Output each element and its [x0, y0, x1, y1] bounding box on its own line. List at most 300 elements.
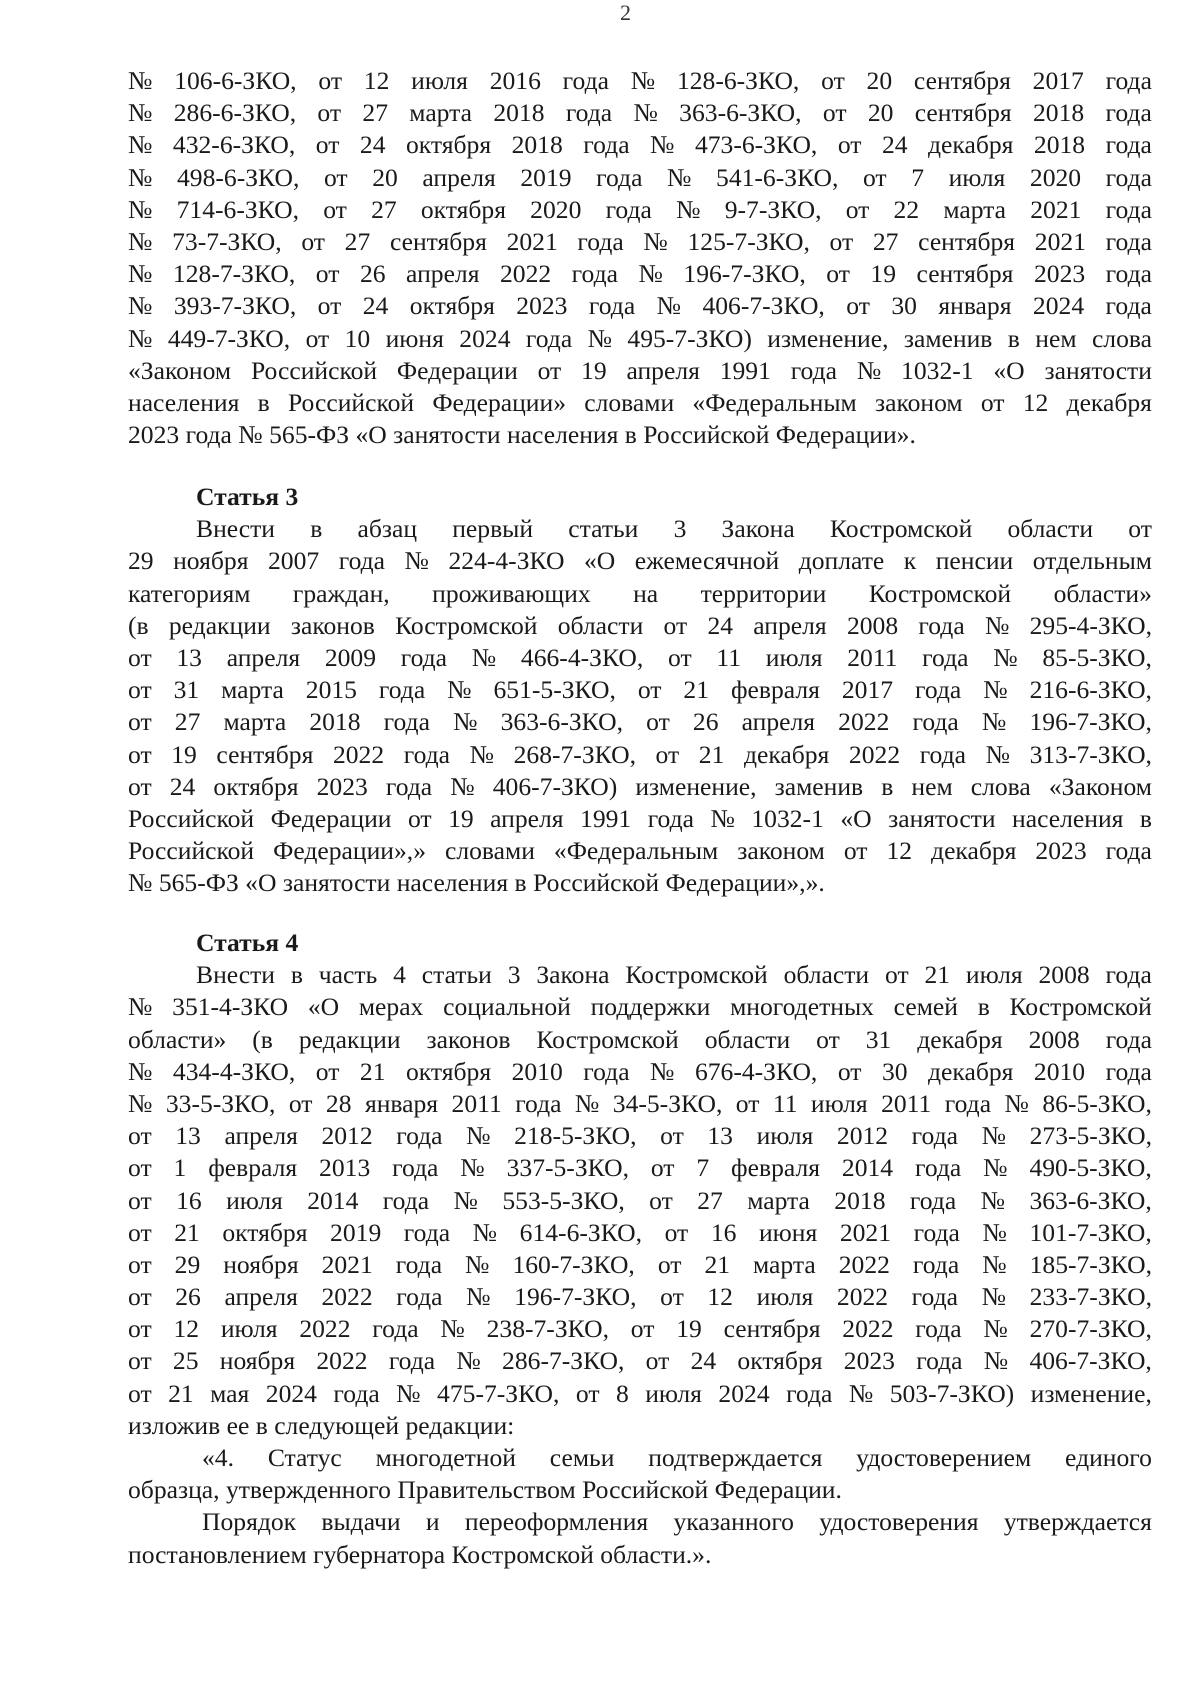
- word: Костромской: [536, 1024, 679, 1054]
- word: изменение,: [767, 323, 889, 353]
- word: 2010: [511, 1056, 563, 1086]
- word: законом: [737, 836, 825, 866]
- word: года: [1105, 226, 1152, 256]
- word: 160-7-ЗКО,: [512, 1249, 635, 1279]
- word: 466-4-ЗКО,: [520, 642, 644, 672]
- word: 2022: [842, 1314, 894, 1344]
- word: июля: [645, 1378, 702, 1408]
- word: №: [128, 162, 153, 192]
- word: октября: [222, 1217, 308, 1247]
- word: апреля: [406, 259, 480, 289]
- word: года: [400, 642, 448, 672]
- word: от: [646, 707, 670, 737]
- article-3: [128, 481, 1152, 899]
- word: от: [816, 1024, 840, 1054]
- word: Федерации»,»: [273, 836, 426, 866]
- word: октября: [213, 771, 299, 801]
- word: Закона: [536, 960, 610, 990]
- word: 295-4-ЗКО,: [1029, 610, 1152, 640]
- word: поддержки: [590, 992, 711, 1022]
- word: удостоверения: [819, 1507, 979, 1537]
- word: №: [984, 610, 1010, 640]
- word: Российской: [128, 803, 255, 833]
- word: 7: [696, 1153, 710, 1183]
- word: семей: [893, 992, 958, 1022]
- word: года: [913, 1217, 960, 1247]
- word: №: [983, 1153, 1008, 1183]
- text-line: [128, 610, 1152, 642]
- word: №: [128, 992, 153, 1022]
- word: сентября: [916, 259, 1014, 289]
- word: 30: [881, 1056, 908, 1086]
- article-4-para2-first-line: [128, 1506, 1152, 1538]
- word: ежемесячной: [634, 546, 780, 576]
- word: сентября: [216, 739, 314, 769]
- word: нем: [911, 771, 953, 801]
- word: апреля: [422, 162, 496, 192]
- word: от: [128, 739, 152, 769]
- text-line: [128, 771, 1152, 803]
- word: 2022: [838, 1249, 890, 1279]
- word: декабря: [928, 1056, 1014, 1086]
- word: 27: [344, 226, 371, 256]
- word: от: [315, 1056, 340, 1086]
- word: октября: [409, 291, 495, 321]
- text-line: [128, 1345, 1152, 1377]
- word: №: [128, 66, 153, 95]
- word: от: [128, 1217, 152, 1247]
- word: 24: [690, 1346, 717, 1376]
- word: года: [912, 707, 959, 737]
- word: переоформления: [464, 1507, 649, 1537]
- word: населения: [1012, 803, 1124, 833]
- word: декабря: [743, 739, 830, 769]
- word: года: [388, 1346, 436, 1376]
- word: 21: [698, 739, 725, 769]
- word: 393-7-ЗКО,: [173, 291, 297, 321]
- word: 2018: [834, 1185, 886, 1215]
- article-4-para2-last-line: постановлением губернатора Костромской области.».: [128, 1539, 712, 1569]
- word: Внести: [196, 960, 276, 990]
- word: от: [407, 803, 432, 833]
- word: области: [1007, 514, 1094, 544]
- word: многодетных: [730, 992, 874, 1022]
- word: 125-7-ЗКО,: [687, 226, 810, 256]
- word: 34-5-ЗКО,: [612, 1088, 723, 1118]
- word: 3: [673, 514, 687, 544]
- word: от: [660, 1121, 684, 1151]
- word: №: [466, 1121, 491, 1151]
- word: 2018: [493, 98, 545, 128]
- word: 363-6-ЗКО,: [500, 707, 623, 737]
- article-3-last-line: № 565-ФЗ «О занятости населения в Российской Федерации»,».: [128, 868, 825, 898]
- word: проживающих: [432, 578, 591, 608]
- word: года: [1105, 162, 1152, 192]
- word: года: [1105, 836, 1152, 866]
- word: №: [128, 226, 153, 256]
- word: года: [916, 1346, 963, 1376]
- word: от: [845, 194, 870, 224]
- word: абзац: [357, 514, 418, 544]
- article-4-quote-second-line: образца, утвержденного Правительством Российской Федерации.: [128, 1475, 842, 1505]
- word: единого: [1065, 1443, 1152, 1472]
- word: территории: [700, 578, 827, 608]
- word: года: [911, 1121, 958, 1151]
- word: статьи: [568, 514, 639, 544]
- word: №: [638, 259, 663, 289]
- word: 2019: [330, 1217, 382, 1247]
- text-line: [128, 835, 1152, 867]
- word: от: [829, 226, 854, 256]
- text-line: [128, 1056, 1152, 1088]
- word: 26: [359, 259, 386, 289]
- word: от: [663, 610, 688, 640]
- word: 196-7-ЗКО,: [683, 259, 806, 289]
- word: от: [837, 1056, 862, 1086]
- word: №: [453, 707, 478, 737]
- word: области: [704, 1024, 791, 1054]
- word: 406-7-ЗКО,: [702, 291, 825, 321]
- word: июля: [756, 1121, 814, 1151]
- word: 363-6-ЗКО,: [679, 98, 802, 128]
- word: (в: [252, 1024, 273, 1054]
- word: №: [710, 803, 735, 833]
- word: 2017: [841, 675, 894, 705]
- word: 490-5-ЗКО,: [1029, 1153, 1152, 1183]
- word: №: [465, 1249, 490, 1279]
- word: 26: [175, 1282, 201, 1312]
- word: часть: [318, 960, 378, 990]
- word: Костромской: [395, 610, 538, 640]
- text-line: [128, 1378, 1152, 1410]
- word: 2017: [1032, 66, 1084, 95]
- word: 2008: [1038, 960, 1090, 990]
- word: 2024: [459, 323, 511, 353]
- word: декабря: [931, 836, 1017, 866]
- word: №: [983, 675, 1008, 705]
- word: указанного: [673, 1507, 794, 1537]
- word: №: [980, 1185, 1006, 1215]
- word: от: [637, 675, 662, 705]
- word: 12: [1022, 387, 1049, 417]
- word: 2018: [1033, 130, 1086, 160]
- word: от: [537, 355, 562, 385]
- word: №: [983, 1314, 1008, 1344]
- word: марта: [223, 707, 287, 737]
- word: слова: [970, 771, 1031, 801]
- word: №: [466, 1282, 491, 1312]
- word: №: [650, 1056, 675, 1086]
- word: февраля: [731, 1153, 821, 1183]
- word: 11: [772, 1088, 798, 1118]
- text-line: [128, 97, 1152, 129]
- word: года: [403, 1217, 451, 1247]
- word: от: [575, 1378, 600, 1408]
- word: 7: [911, 162, 924, 192]
- word: 13: [175, 1121, 201, 1151]
- word: 24: [169, 771, 196, 801]
- word: №: [128, 259, 153, 289]
- word: года: [1105, 960, 1152, 990]
- text-line: [128, 1217, 1152, 1249]
- word: 27: [872, 226, 899, 256]
- word: года: [914, 1153, 962, 1183]
- word: 13: [707, 1121, 733, 1151]
- word: 2022: [848, 739, 901, 769]
- word: 8: [615, 1378, 629, 1408]
- word: №: [471, 642, 497, 672]
- word: года: [583, 1056, 630, 1086]
- word: 21: [174, 1217, 200, 1247]
- word: от: [315, 259, 340, 289]
- word: мерах: [358, 992, 424, 1022]
- word: 238-7-ЗКО,: [486, 1314, 609, 1344]
- word: года: [1105, 291, 1152, 321]
- word: 2019: [520, 162, 572, 192]
- word: года: [915, 1314, 962, 1344]
- word: года: [333, 1378, 380, 1408]
- text-line: [128, 642, 1152, 674]
- word: 434-4-ЗКО,: [172, 1056, 296, 1086]
- word: от: [822, 98, 847, 128]
- word: 2022: [836, 1282, 889, 1312]
- word: от: [301, 226, 325, 256]
- word: №: [981, 1282, 1006, 1312]
- word: Статус: [267, 1443, 342, 1472]
- text-line: [128, 578, 1152, 610]
- word: сентября: [389, 226, 487, 256]
- word: 21: [683, 675, 709, 705]
- word: 475-7-ЗКО,: [437, 1378, 560, 1408]
- word: «Федеральным: [553, 836, 719, 866]
- word: «Законом: [128, 355, 232, 385]
- word: года: [372, 1314, 419, 1344]
- word: года: [911, 1282, 958, 1312]
- word: 128-6-ЗКО,: [676, 66, 800, 95]
- text-line: [128, 545, 1152, 577]
- word: №: [856, 355, 882, 385]
- word: от: [128, 707, 152, 737]
- word: от: [128, 1314, 152, 1344]
- word: ноября: [219, 1346, 296, 1376]
- word: апреля: [741, 707, 816, 737]
- word: 2018: [309, 707, 361, 737]
- word: июля: [810, 1088, 868, 1118]
- word: (в: [128, 610, 149, 640]
- word: 2011: [451, 1088, 502, 1118]
- article-3-first-line: [128, 513, 1152, 545]
- word: категориям: [128, 578, 251, 608]
- word: от: [645, 1346, 670, 1376]
- word: 20: [866, 66, 893, 95]
- word: 196-7-ЗКО,: [514, 1282, 637, 1312]
- word: заменив: [774, 771, 864, 801]
- word: года: [565, 98, 613, 128]
- word: 313-7-ЗКО,: [1029, 739, 1152, 769]
- word: Закона: [721, 514, 795, 544]
- word: №: [643, 226, 668, 256]
- word: №: [982, 1249, 1007, 1279]
- word: 196-7-ЗКО,: [1029, 707, 1152, 737]
- word: от: [668, 642, 692, 672]
- word: 2008: [846, 610, 899, 640]
- text-line: [128, 290, 1152, 322]
- word: 286-7-ЗКО,: [502, 1346, 625, 1376]
- article-4-quote-first-line: [128, 1442, 1152, 1474]
- word: от: [650, 1153, 675, 1183]
- word: №: [396, 1378, 421, 1408]
- word: февраля: [208, 1153, 298, 1183]
- word: июля: [220, 1314, 278, 1344]
- article-4-heading: Статья 4: [196, 928, 299, 957]
- word: первый: [452, 514, 534, 544]
- word: 351-4-ЗКО: [172, 992, 289, 1022]
- word: года: [396, 1121, 443, 1151]
- word: 13: [176, 642, 202, 672]
- word: №: [456, 1346, 481, 1376]
- word: в: [290, 960, 303, 990]
- word: от: [735, 1088, 760, 1118]
- word: 233-7-ЗКО,: [1029, 1282, 1152, 1312]
- word: №: [128, 194, 153, 224]
- word: населения: [128, 387, 240, 417]
- word: №: [981, 1121, 1006, 1151]
- word: пенсии: [935, 546, 1014, 576]
- word: 24: [881, 130, 908, 160]
- word: №: [450, 771, 475, 801]
- word: 73-7-ЗКО,: [172, 226, 282, 256]
- word: ноября: [173, 546, 249, 576]
- word: 273-5-ЗКО,: [1029, 1121, 1152, 1151]
- word: от: [128, 675, 152, 705]
- word: года: [1105, 259, 1152, 289]
- word: 406-7-ЗКО): [492, 771, 618, 801]
- word: заменив: [903, 323, 993, 353]
- word: в: [257, 387, 270, 417]
- word: 27: [371, 194, 397, 224]
- word: 20: [372, 162, 398, 192]
- word: 2021: [1030, 194, 1082, 224]
- word: от: [884, 960, 909, 990]
- word: 2010: [1033, 1056, 1086, 1086]
- word: 29: [174, 1249, 201, 1279]
- word: июня: [758, 1217, 818, 1247]
- word: года: [395, 1249, 443, 1279]
- text-line: [128, 1313, 1152, 1345]
- word: марта: [221, 675, 284, 705]
- page-number: 2: [620, 0, 631, 25]
- word: 270-7-ЗКО,: [1029, 1314, 1152, 1344]
- word: года: [1105, 130, 1152, 160]
- word: 1032-1: [751, 803, 824, 833]
- word: июля: [756, 1282, 814, 1312]
- text-line: [128, 65, 1152, 97]
- word: №: [656, 291, 682, 321]
- text-line: [128, 1120, 1152, 1152]
- word: 2007: [268, 546, 320, 576]
- word: «О: [307, 992, 340, 1022]
- word: №: [447, 675, 472, 705]
- word: 2014: [307, 1185, 359, 1215]
- word: от: [862, 162, 887, 192]
- word: года: [583, 130, 630, 160]
- word: от: [318, 66, 343, 95]
- word: от: [128, 642, 152, 672]
- word: удостоверением: [856, 1443, 1032, 1472]
- word: марта: [747, 1185, 810, 1215]
- word: нем: [1035, 323, 1077, 353]
- word: июля: [948, 162, 1006, 192]
- word: 495-7-ЗКО): [627, 323, 752, 353]
- word: в: [310, 514, 323, 544]
- text-line: [128, 674, 1152, 706]
- word: от: [630, 1314, 655, 1344]
- word: 449-7-ЗКО,: [167, 323, 291, 353]
- word: сентября: [914, 98, 1012, 128]
- word: №: [472, 1217, 498, 1247]
- word: 31: [865, 1024, 892, 1054]
- word: выдачи: [321, 1507, 401, 1537]
- word: 2016: [489, 66, 541, 95]
- word: октября: [405, 1056, 492, 1086]
- word: №: [1004, 1088, 1029, 1118]
- word: области»: [1053, 578, 1152, 608]
- text-line: [128, 323, 1152, 355]
- article-4-lead-in: изложив ее в следующей редакции:: [128, 1410, 515, 1440]
- word: №: [993, 642, 1018, 672]
- word: от: [317, 291, 342, 321]
- word: 2023: [1035, 836, 1087, 866]
- word: года: [1105, 1024, 1152, 1054]
- word: Костромской: [829, 514, 973, 544]
- word: №: [128, 98, 153, 128]
- word: 2020: [1029, 162, 1082, 192]
- word: 12: [173, 1314, 200, 1344]
- word: 2024: [718, 1378, 770, 1408]
- word: в: [1139, 803, 1152, 833]
- word: «4.: [202, 1443, 234, 1472]
- word: 101-7-ЗКО,: [1029, 1217, 1152, 1247]
- word: 614-6-ЗКО,: [519, 1217, 643, 1247]
- word: сентября: [913, 66, 1011, 95]
- text-line: [128, 162, 1152, 194]
- word: №: [633, 98, 658, 128]
- word: 24: [362, 291, 389, 321]
- word: 2022: [299, 1314, 351, 1344]
- word: 714-6-ЗКО,: [176, 194, 299, 224]
- word: 2013: [319, 1153, 371, 1183]
- word: года: [914, 675, 962, 705]
- word: года: [385, 771, 433, 801]
- word: от: [128, 1282, 152, 1312]
- word: 106-6-ЗКО,: [174, 66, 297, 95]
- word: 4: [393, 960, 406, 990]
- article-4-first-line: [128, 959, 1152, 991]
- word: года: [588, 291, 636, 321]
- word: на: [633, 578, 659, 608]
- word: 224-4-ЗКО: [448, 546, 565, 576]
- word: к: [903, 546, 917, 576]
- word: 24: [359, 130, 386, 160]
- word: июля: [411, 66, 468, 95]
- word: от: [128, 1346, 152, 1376]
- word: отдельным: [1032, 546, 1152, 576]
- word: 2022: [838, 707, 890, 737]
- word: от: [128, 1378, 152, 1408]
- word: 432-6-ЗКО,: [172, 130, 296, 160]
- word: от: [980, 387, 1005, 417]
- word: 503-7-ЗКО): [889, 1378, 1015, 1408]
